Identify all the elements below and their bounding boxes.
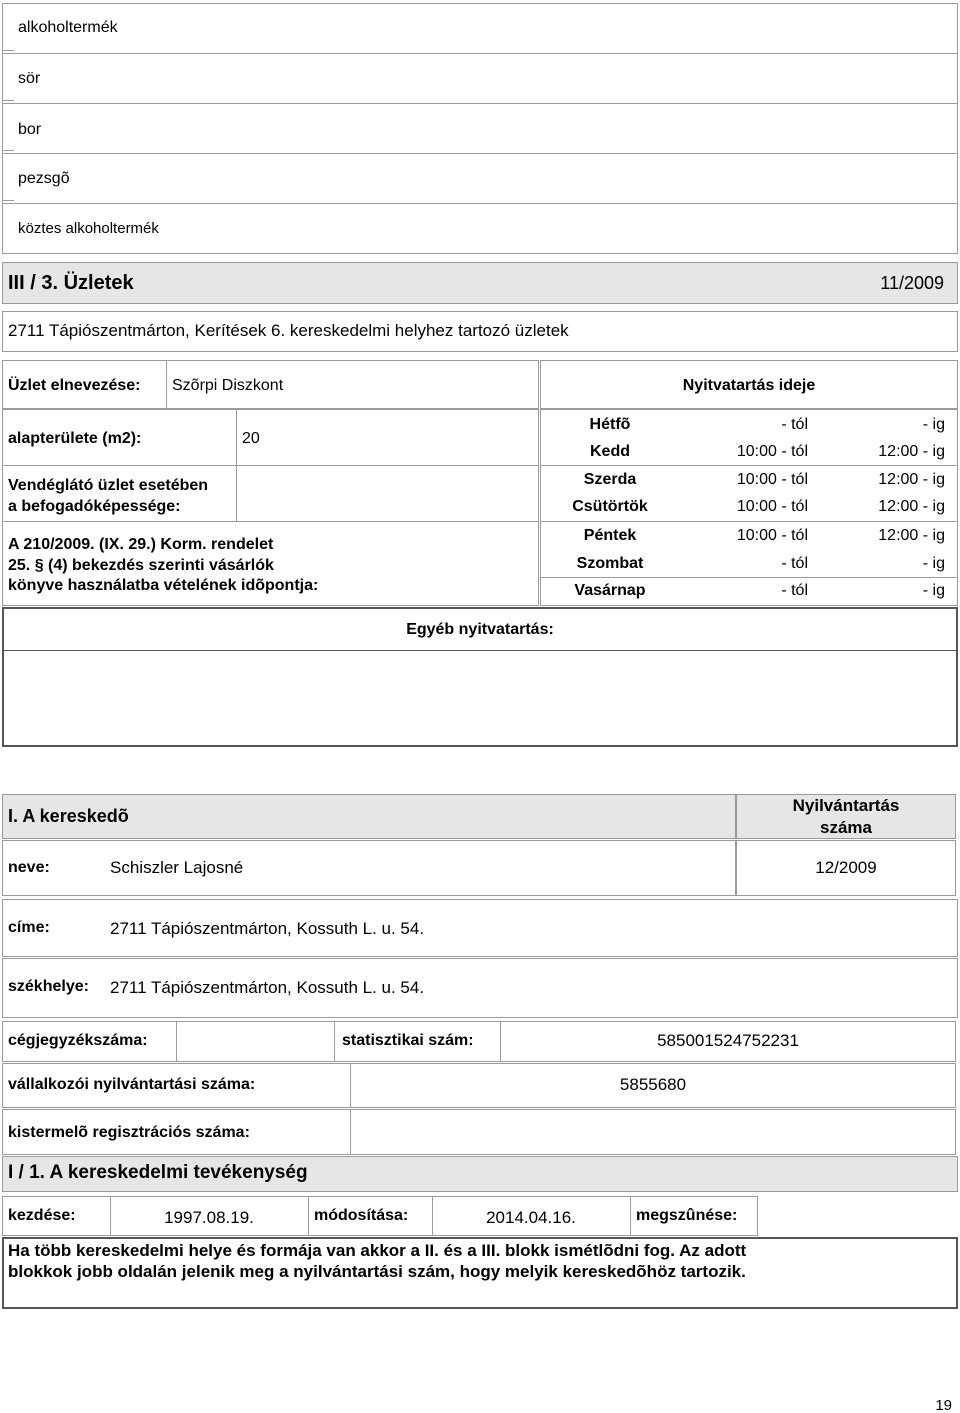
trader-seat-value: 2711 Tápiószentmárton, Kossuth L. u. 54. <box>110 978 425 997</box>
section-title: III / 3. Üzletek <box>8 272 134 294</box>
day-from: 10:00 - tól <box>736 498 808 515</box>
entrepreneur-label: vállalkozói nyilvántartási száma: <box>8 1076 256 1093</box>
area-label: alapterülete (m2): <box>8 430 142 447</box>
day-name: Vasárnap <box>574 582 646 599</box>
day-name: Péntek <box>583 527 637 544</box>
decree-label: könyve használatba vételének idõpontja: <box>8 577 319 594</box>
section-ref: 11/2009 <box>880 273 944 293</box>
day-from: - tól <box>781 582 808 599</box>
trader-seat-label: székhelye: <box>8 978 89 995</box>
capacity-label: Vendéglátó üzlet esetében <box>8 477 209 494</box>
product-list <box>2 3 958 254</box>
day-to: 12:00 - ig <box>878 498 945 515</box>
smallholder-label: kistermelõ regisztrációs száma: <box>8 1124 250 1141</box>
reg-number-value: 12/2009 <box>815 858 877 877</box>
day-from: - tól <box>781 416 808 433</box>
note-text: Ha több kereskedelmi helye és formája van akkor a II. és a III. blokk ismétlõdni fog. Az adott blokkok jobb oldalán jelenik meg a nyilvántartási szám, hogy melyik kereskedõhöz tartozik. <box>8 1241 747 1281</box>
other-hours-label: Egyéb nyitvatartás: <box>406 621 554 638</box>
day-to: 12:00 - ig <box>878 527 945 544</box>
stat-number-label: statisztikai szám: <box>342 1032 474 1049</box>
modification-date-label: módosítása: <box>314 1207 409 1224</box>
stat-number-value: 585001524752231 <box>657 1031 799 1050</box>
reg-number-title: Nyilvántartás <box>792 796 900 815</box>
trader-address-label: címe: <box>8 919 50 936</box>
trader-address-value: 2711 Tápiószentmárton, Kossuth L. u. 54. <box>110 919 425 938</box>
entrepreneur-value: 5855680 <box>619 1075 687 1094</box>
product-item: sör <box>18 70 41 87</box>
area-value: 20 <box>242 430 260 447</box>
end-date-label: megszûnése: <box>636 1207 738 1224</box>
day-name: Hétfõ <box>589 416 631 433</box>
modification-date-value: 2014.04.16. <box>486 1208 576 1227</box>
trader-title: I. A kereskedõ <box>8 806 129 826</box>
page-number: 19 <box>935 1397 952 1413</box>
day-to: 12:00 - ig <box>878 471 945 488</box>
product-item: bor <box>18 121 42 138</box>
start-date-value: 1997.08.19. <box>164 1208 254 1227</box>
reg-number-title: száma <box>820 818 872 837</box>
decree-label: A 210/2009. (IX. 29.) Korm. rendelet <box>8 536 274 553</box>
day-to: - ig <box>922 416 945 433</box>
product-item: alkoholtermék <box>18 19 118 36</box>
day-name: Csütörtök <box>572 498 648 515</box>
day-from: 10:00 - tól <box>736 443 808 460</box>
trader-name-value: Schiszler Lajosné <box>110 858 244 877</box>
day-name: Szerda <box>583 471 637 488</box>
day-name: Kedd <box>590 443 630 460</box>
day-to: - ig <box>922 582 945 599</box>
product-item: köztes alkoholtermék <box>18 220 159 237</box>
shop-name-label: Üzlet elnevezése: <box>8 377 141 394</box>
decree-label: 25. § (4) bekezdés szerinti vásárlók <box>8 557 274 574</box>
day-to: - ig <box>922 555 945 572</box>
shop-name-value: Szõrpi Diszkont <box>172 377 284 394</box>
day-from: 10:00 - tól <box>736 527 808 544</box>
day-name: Szombat <box>576 555 644 572</box>
start-date-label: kezdése: <box>8 1207 76 1224</box>
day-to: 12:00 - ig <box>878 443 945 460</box>
capacity-label: a befogadóképessége: <box>8 498 181 515</box>
day-from: - tól <box>781 555 808 572</box>
trader-name-label: neve: <box>8 859 50 876</box>
hours-title: Nyitvatartás ideje <box>682 377 816 394</box>
day-from: 10:00 - tól <box>736 471 808 488</box>
product-item: pezsgõ <box>18 170 70 187</box>
address-line: 2711 Tápiószentmárton, Kerítések 6. kereskedelmi helyhez tartozó üzletek <box>8 321 569 340</box>
section-header <box>2 262 958 304</box>
company-reg-label: cégjegyzékszáma: <box>8 1032 148 1049</box>
activity-title: I / 1. A kereskedelmi tevékenység <box>8 1162 308 1183</box>
